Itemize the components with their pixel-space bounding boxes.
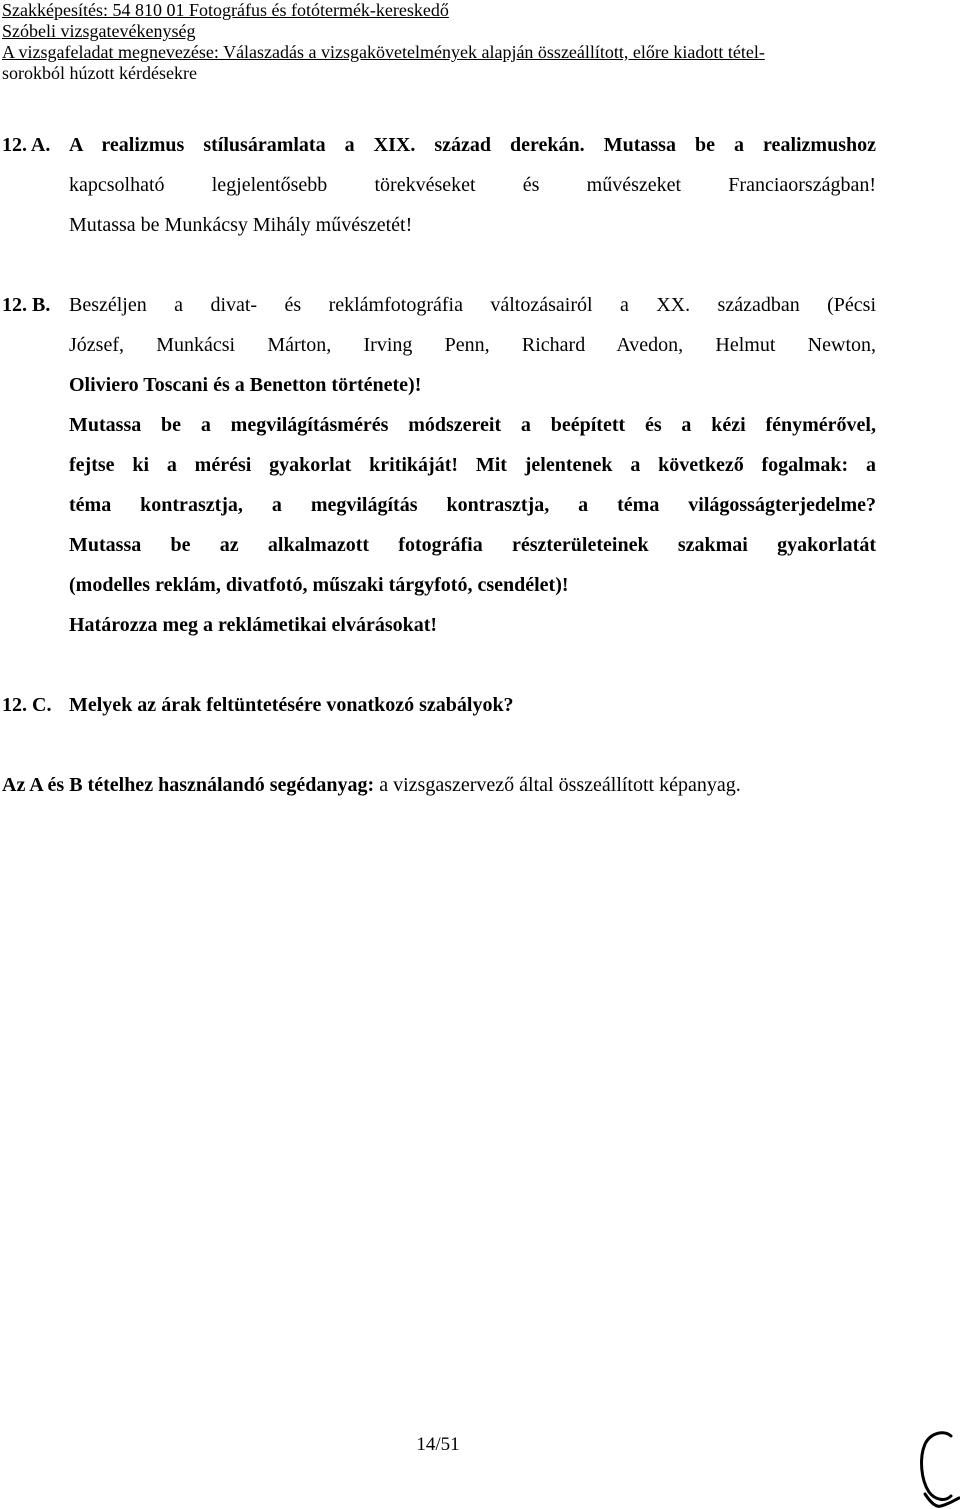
note-text: a vizsgaszervező által összeállított képanyag. bbox=[374, 774, 741, 796]
text-line: Oliviero Toscani és a Benetton története)! bbox=[69, 374, 422, 396]
text-line: József, Munkácsi Márton, Irving Penn, Richard Avedon, Helmut Newton, bbox=[69, 334, 876, 356]
text-line: Beszéljen a divat- és reklámfotográfia változásairól a XX. században (Pécsi bbox=[69, 294, 876, 316]
section-12c bbox=[2, 685, 876, 725]
section-12b bbox=[2, 285, 876, 645]
auxiliary-material-note bbox=[2, 770, 741, 800]
text-line: kapcsolható legjelentősebb törekvéseket és művészeket Franciaországban! bbox=[69, 174, 876, 196]
text-line: fejtse ki a mérési gyakorlat kritikáját! Mit jelentenek a következő fogalmak: a bbox=[69, 454, 876, 476]
document-header bbox=[2, 0, 942, 84]
section-text bbox=[69, 125, 876, 245]
text-line: Mutassa be Munkácsy Mihály művészetét! bbox=[69, 214, 413, 236]
page-number: 14/51 bbox=[416, 1434, 460, 1455]
task-name-line-2: sorokból húzott kérdésekre bbox=[2, 63, 197, 83]
section-number: 12. A. bbox=[2, 134, 51, 156]
handwritten-signature bbox=[915, 1428, 960, 1509]
text-line: Mutassa be a megvilágításmérés módszereit a beépített és a kézi fénymérővel, bbox=[69, 414, 876, 436]
text-line: A realizmus stílusáramlata a XIX. század derekán. Mutassa be a realizmushoz bbox=[69, 134, 876, 156]
section-text bbox=[69, 285, 876, 645]
qualification-line: Szakképesítés: 54 810 01 Fotográfus és fotótermék-kereskedő bbox=[2, 0, 449, 20]
section-text bbox=[69, 685, 876, 725]
note-label: Az A és B tételhez használandó segédanyag: bbox=[2, 774, 375, 796]
text-line: (modelles reklám, divatfotó, műszaki tárgyfotó, csendélet)! bbox=[69, 574, 569, 596]
section-number: 12. B. bbox=[2, 294, 51, 316]
section-12a bbox=[2, 125, 876, 245]
section-number: 12. C. bbox=[2, 694, 52, 716]
text-line: Határozza meg a reklámetikai elvárásokat! bbox=[69, 614, 438, 636]
text-line: Melyek az árak feltüntetésére vonatkozó szabályok? bbox=[69, 694, 514, 716]
text-line: téma kontrasztja, a megvilágítás kontrasztja, a téma világosságterjedelme? bbox=[69, 494, 876, 516]
task-name-line-1: A vizsgafeladat megnevezése: Válaszadás a vizsgakövetelmények alapján összeállított, előre kiadott tétel- bbox=[2, 42, 765, 62]
text-line: Mutassa be az alkalmazott fotográfia részterületeinek szakmai gyakorlatát bbox=[69, 534, 876, 556]
exam-activity-line: Szóbeli vizsgatevékenység bbox=[2, 21, 196, 41]
